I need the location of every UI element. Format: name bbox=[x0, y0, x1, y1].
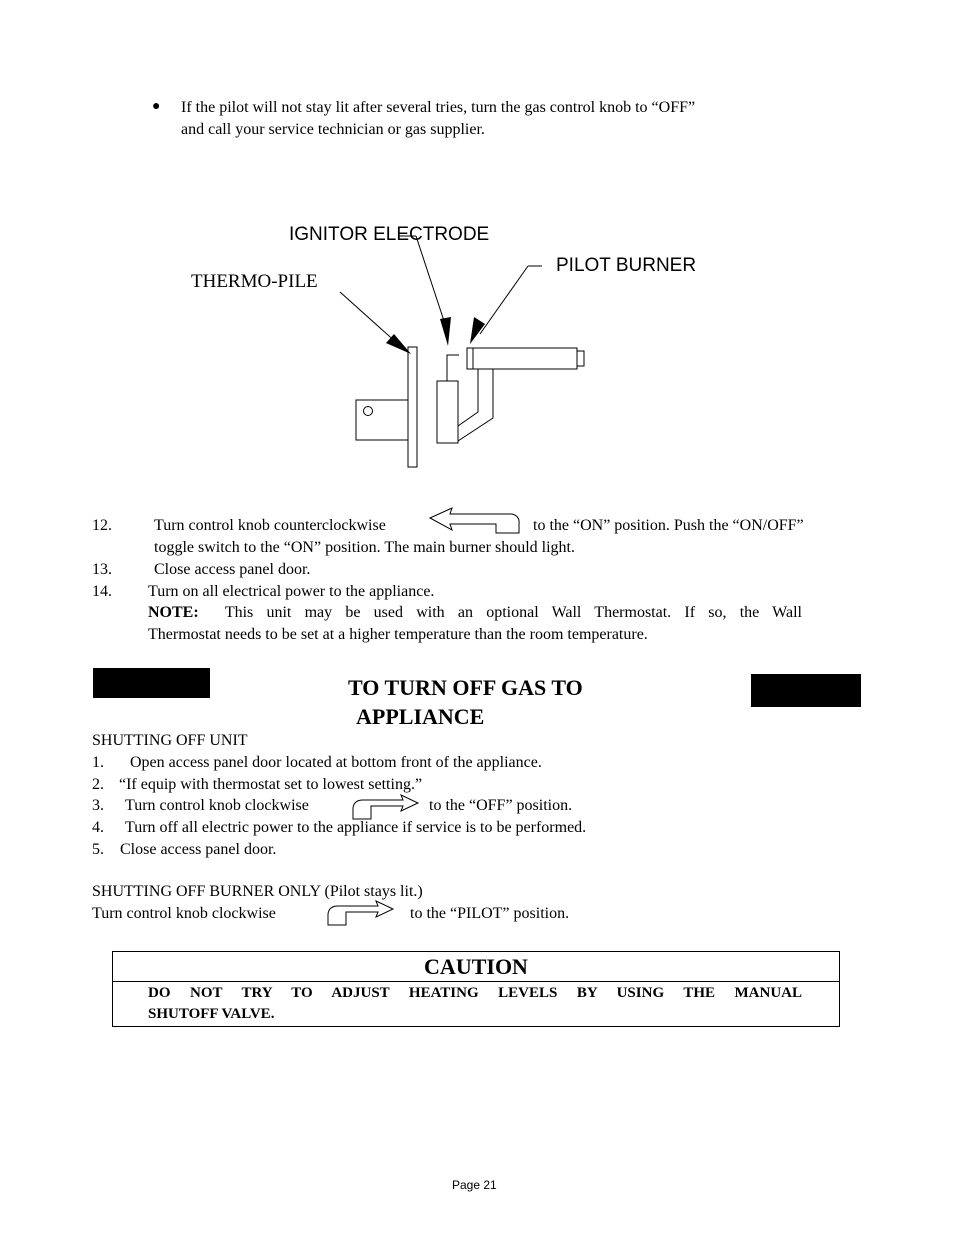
unit-step-3-text-before: Turn control knob clockwise bbox=[125, 797, 309, 814]
step-13-number: 13. bbox=[92, 561, 112, 578]
section-bar-left bbox=[93, 668, 210, 698]
unit-step-2-text: “If equip with thermostat set to lowest setting.” bbox=[119, 776, 423, 793]
burner-only-text-before: Turn control knob clockwise bbox=[92, 905, 276, 922]
step-12-text-before: Turn control knob counterclockwise bbox=[154, 517, 386, 534]
page-number: Page 21 bbox=[452, 1178, 497, 1192]
caution-box bbox=[112, 951, 840, 1027]
burner-only-text-after: to the “PILOT” position. bbox=[410, 905, 570, 922]
unit-step-5-text: Close access panel door. bbox=[120, 841, 277, 858]
unit-step-1-text: Open access panel door located at bottom front of the appliance. bbox=[130, 754, 542, 771]
clockwise-arrow-icon bbox=[326, 900, 396, 926]
unit-step-1-number: 1. bbox=[92, 754, 104, 771]
step-14-number: 14. bbox=[92, 583, 112, 600]
shutting-off-unit-heading: SHUTTING OFF UNIT bbox=[92, 732, 248, 749]
unit-step-4-number: 4. bbox=[92, 819, 104, 836]
unit-step-3-text-after: to the “OFF” position. bbox=[429, 797, 573, 814]
bullet-dot-icon: ● bbox=[152, 99, 161, 114]
step-12-number: 12. bbox=[92, 517, 112, 534]
unit-step-2-number: 2. bbox=[92, 776, 104, 793]
section-title-line2: APPLIANCE bbox=[356, 704, 485, 729]
note-label: NOTE: bbox=[148, 604, 199, 621]
unit-step-3-number: 3. bbox=[92, 797, 104, 814]
step-14-text: Turn on all electrical power to the appliance. bbox=[148, 583, 435, 600]
pilot-assembly-diagram bbox=[0, 0, 954, 500]
note-text-line1: This unit may be used with an optional Wall Thermostat. If so, the Wall bbox=[224, 604, 802, 621]
thermo-pile-label: THERMO-PILE bbox=[191, 271, 318, 292]
intro-bullet-line2: and call your service technician or gas supplier. bbox=[181, 121, 485, 138]
section-bar-right bbox=[751, 674, 861, 707]
unit-step-5-number: 5. bbox=[92, 841, 104, 858]
caution-title: CAUTION bbox=[113, 952, 839, 982]
clockwise-arrow-icon bbox=[351, 794, 421, 820]
pilot-burner-label: PILOT BURNER bbox=[556, 255, 697, 276]
burner-only-heading: SHUTTING OFF BURNER ONLY (Pilot stays lit.) bbox=[92, 883, 423, 900]
note-line2: Thermostat needs to be set at a higher temperature than the room temperature. bbox=[148, 626, 648, 643]
ignitor-electrode-label: IGNITOR ELECTRODE bbox=[289, 224, 490, 245]
counterclockwise-arrow-icon bbox=[428, 506, 522, 534]
note-line1 bbox=[148, 605, 802, 621]
caution-line2: SHUTOFF VALVE. bbox=[148, 1006, 275, 1022]
caution-line1: DO NOT TRY TO ADJUST HEATING LEVELS BY USING THE MANUAL bbox=[148, 985, 802, 1001]
intro-bullet-line1: If the pilot will not stay lit after several tries, turn the gas control knob to “OFF” bbox=[181, 99, 696, 116]
step-12-text-line2: toggle switch to the “ON” position. The main burner should light. bbox=[154, 539, 575, 556]
step-13-text: Close access panel door. bbox=[154, 561, 311, 578]
unit-step-4-text: Turn off all electric power to the appliance if service is to be performed. bbox=[125, 819, 587, 836]
step-12-text-after: to the “ON” position. Push the “ON/OFF” bbox=[533, 517, 804, 534]
section-title-line1: TO TURN OFF GAS TO bbox=[348, 675, 583, 700]
